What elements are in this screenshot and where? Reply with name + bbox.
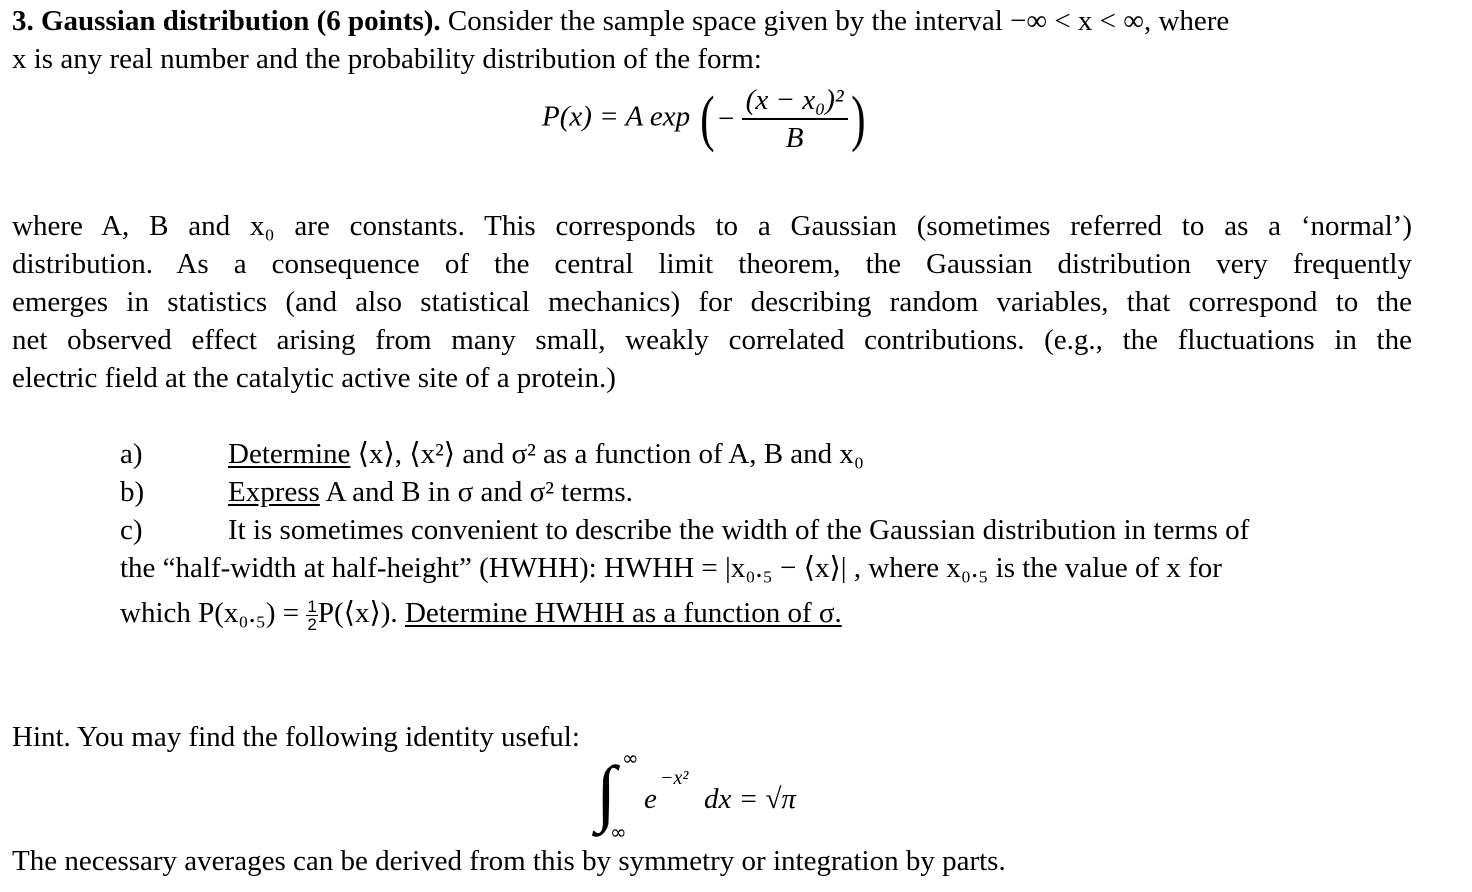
hint-text: Hint. You may find the following identity useful: bbox=[12, 721, 580, 753]
integral-rest: dx = √π bbox=[704, 783, 796, 815]
gaussian-equation bbox=[542, 82, 868, 156]
integrand-e: e bbox=[644, 783, 657, 815]
part-c-line1: It is sometimes convenient to describe the width of the Gaussian distribution in terms of bbox=[228, 514, 1250, 546]
problem-intro-line2: x is any real number and the probability distribution of the form: bbox=[12, 43, 762, 75]
part-c-line2: the “half-width at half-height” (HWHH): HWHH = |x₀.₅ − ⟨x⟩| , where x₀.₅ is the value of x for bbox=[120, 552, 1222, 584]
part-b-text: A and B in σ and σ² terms. bbox=[319, 476, 633, 508]
part-c-task: Determine HWHH as a function of σ. bbox=[404, 597, 842, 629]
gaussian-integral bbox=[596, 746, 856, 844]
half-numerator: 1 bbox=[307, 596, 317, 616]
part-c-line3-prefix: which P(x₀.₅) = bbox=[120, 597, 300, 629]
part-a-verb: Determine bbox=[228, 438, 351, 470]
half-denominator: 2 bbox=[307, 614, 317, 634]
intro-text-1: Consider the sample space given by the interval −∞ < x < ∞, where bbox=[440, 5, 1230, 37]
hint-footer: The necessary averages can be derived from this by symmetry or integration by parts. bbox=[12, 845, 1006, 877]
part-a bbox=[120, 435, 1472, 473]
part-a-text: ⟨x⟩, ⟨x²⟩ and σ² as a function of A, B and x₀ bbox=[350, 438, 865, 470]
part-c-line3-mid: P(⟨x⟩). bbox=[317, 597, 398, 629]
part-b-label: b) bbox=[120, 476, 145, 508]
description-line-2: distribution. As a consequence of the central limit theorem, the Gaussian distribution very frequently bbox=[12, 248, 1412, 280]
minus-sign: − bbox=[718, 103, 735, 135]
part-b-verb: Express bbox=[228, 476, 320, 508]
part-c-label: c) bbox=[120, 514, 143, 546]
integral-sign: ∫ bbox=[596, 752, 617, 834]
equation-numerator: (x − x₀)² bbox=[742, 82, 848, 120]
right-paren: ) bbox=[850, 85, 866, 153]
part-c-line3 bbox=[120, 594, 1472, 633]
part-c bbox=[120, 511, 1472, 549]
problem-title: 3. Gaussian distribution (6 points). bbox=[12, 5, 441, 37]
part-b bbox=[120, 473, 1472, 511]
problem-intro-line1 bbox=[12, 2, 1412, 40]
description-line-3: emerges in statistics (and also statistical mechanics) for describing random variables, that correspond to the bbox=[12, 286, 1412, 318]
integral-upper-limit: ∞ bbox=[622, 746, 639, 770]
description-line-4: net observed effect arising from many small, weakly correlated contributions. (e.g., the fluctuations in the bbox=[12, 324, 1412, 356]
equation-lhs: P(x) = A exp bbox=[542, 100, 691, 133]
left-paren: ( bbox=[700, 85, 715, 153]
description-line-5: electric field at the catalytic active site of a protein.) bbox=[12, 362, 616, 394]
equation-fraction bbox=[742, 82, 848, 156]
description-line-1: where A, B and x₀ are constants. This corresponds to a Gaussian (sometimes referred to as a ‘normal’) bbox=[12, 210, 1412, 242]
integrand-exponent: −x² bbox=[660, 767, 689, 789]
integral-lower-limit: ∞ bbox=[610, 820, 627, 844]
half-fraction bbox=[306, 598, 317, 633]
equation-denominator: B bbox=[785, 122, 804, 154]
part-a-label: a) bbox=[120, 438, 143, 470]
